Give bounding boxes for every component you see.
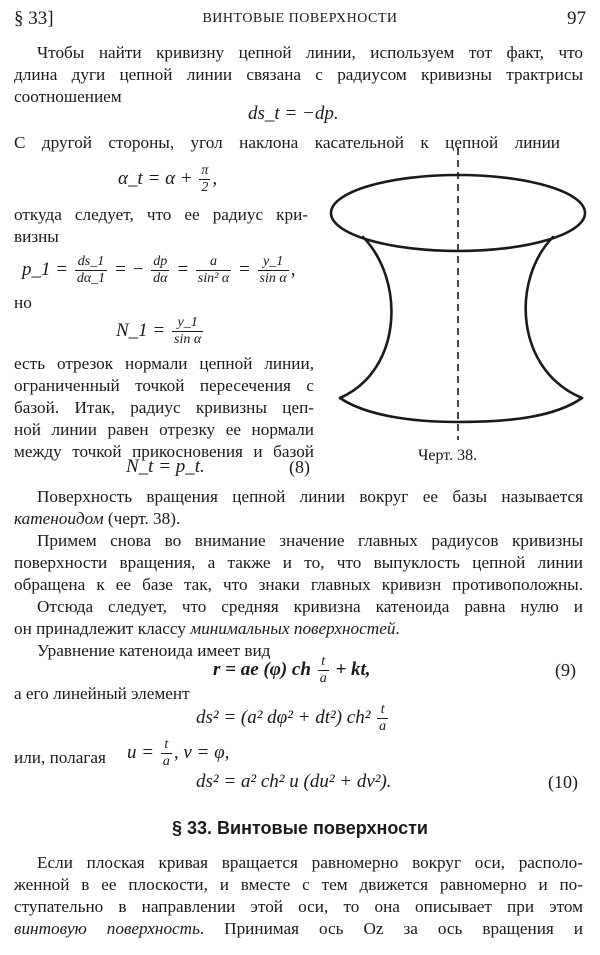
text-line: женной в ее плоскости, и вместе с тем движется равномерно и по- [14, 875, 583, 894]
equation-number: (8) [289, 457, 310, 477]
fraction [161, 737, 172, 770]
term-minimal-surfaces: минимальных поверхностей [190, 619, 396, 638]
numerator: y_1 [258, 254, 289, 271]
text-line: визны [14, 227, 59, 246]
formula-substitution [127, 737, 229, 770]
formula-part: ds² = (a² dφ² + dt²) ch² [196, 706, 376, 728]
term-catenoid: катеноидом [14, 509, 104, 528]
text-line: длина дуги цепной линии связана с радиусом кривизны трактрисы [14, 65, 583, 84]
text-line: поверхности вращения, а также и то, что выпуклость цепной линии [14, 553, 583, 572]
formula-isothermal-element: ds² = a² ch² u (du² + dv²). [196, 771, 392, 792]
numerator: t [377, 702, 388, 719]
text-line: ной линии равен отрезку ее нормали [14, 420, 314, 439]
formula-tail: , [212, 167, 218, 189]
numerator: π [201, 163, 209, 178]
denominator: 2 [201, 180, 209, 195]
catenoid-figure [325, 140, 590, 440]
formula-lhs: N_1 = [116, 319, 170, 341]
text-line: базой. Итак, радиус кривизны цеп- [14, 398, 314, 417]
text-line: Отсюда следует, что средняя кривизна катеноида равна нулю и [37, 597, 583, 616]
numerator: t [161, 737, 172, 754]
text-line: соотношением [14, 87, 122, 106]
text-span: . [395, 619, 400, 638]
numerator: a [196, 254, 231, 271]
term-helical-surface: винтовую поверхность [14, 919, 200, 938]
text-line: ступательно в направлении этой оси, то она описывает при этом [14, 897, 583, 916]
fraction [377, 702, 388, 735]
text-line: Поверхность вращения цепной линии вокруг ее базы называется [37, 487, 583, 506]
denominator: a [379, 719, 387, 734]
section-heading: § 33. Винтовые поверхности [172, 818, 428, 838]
numerator: ds_1 [75, 254, 107, 271]
text-line [14, 618, 583, 641]
text-line: или, полагая [14, 748, 106, 767]
denominator: sin α [174, 332, 202, 347]
denominator: sin² α [197, 271, 230, 286]
denominator: dα_1 [76, 271, 106, 286]
text-line: Если плоская кривая вращается равномерно вокруг оси, располо- [37, 853, 583, 872]
text-line: но [14, 293, 32, 312]
text-span: . Принимая ось Oz за ось вращения и [199, 919, 584, 938]
left-profile-curve [340, 237, 391, 398]
right-profile-curve [526, 237, 582, 398]
figure-caption: Черт. 38. [418, 447, 478, 464]
formula-lhs: p_1 = [22, 258, 73, 280]
header-page-number: 97 [567, 8, 586, 29]
formula-op: = [233, 258, 256, 280]
formula-line-element [196, 702, 390, 735]
numerator: t [318, 654, 329, 671]
formula-radius-curvature [22, 254, 295, 287]
text-line: есть отрезок нормали цепной линии, [14, 354, 314, 373]
formula-part: r = ae (φ) ch [213, 658, 316, 680]
equation-number: (9) [555, 660, 576, 680]
text-line: откуда следует, что ее радиус кри- [14, 205, 308, 224]
numerator: dp [151, 254, 169, 271]
formula-part: , v = φ, [173, 741, 230, 763]
formula-lhs: α_t = α + [118, 167, 198, 189]
text-line: обращена к ее базе так, что знаки главных кривизн противоположны. [14, 575, 583, 594]
header-running-title: ВИНТОВЫЕ ПОВЕРХНОСТИ [202, 11, 398, 26]
fraction [199, 163, 210, 196]
formula-arc-length [248, 103, 339, 125]
formula-normal-equality: N_t = p_t. [126, 456, 205, 477]
text-line: С другой стороны, угол наклона касательной к цепной линии [14, 133, 560, 152]
formula-op: = − [109, 258, 150, 280]
formula-text: ds_t = −dp. [248, 103, 339, 124]
header-section-ref: § 33] [14, 8, 54, 29]
text-span: он принадлежит классу [14, 619, 191, 638]
fraction [258, 254, 289, 287]
denominator: a [162, 754, 170, 769]
text-line: Чтобы найти кривизну цепной линии, используем тот факт, что [37, 43, 583, 62]
text-line: Уравнение катеноида имеет вид [37, 641, 271, 660]
formula-part: + kt, [330, 658, 371, 680]
formula-op: = [171, 258, 194, 280]
numerator: y_1 [172, 315, 203, 332]
text-line: ограниченный точкой пересечения с [14, 376, 314, 395]
text-line [14, 918, 583, 941]
text-line: а его линейный элемент [14, 684, 190, 703]
fraction [75, 254, 107, 287]
text-line: между точкой прикосновения и базой [14, 442, 314, 461]
fraction [151, 254, 169, 287]
equation-number: (10) [548, 772, 578, 792]
formula-tangent-angle [118, 163, 217, 196]
denominator: sin α [259, 271, 287, 286]
text-span: (черт. 38). [103, 509, 181, 528]
formula-part: u = [127, 741, 159, 763]
formula-tail: , [290, 258, 296, 280]
fraction [196, 254, 231, 287]
text-line [14, 508, 583, 531]
bottom-rim [340, 398, 582, 422]
text-line: Примем снова во внимание значение главных радиусов кривизны [37, 531, 583, 550]
formula-normal [116, 315, 205, 348]
denominator: dα [153, 271, 168, 286]
denominator: a [319, 671, 327, 686]
fraction [172, 315, 203, 348]
